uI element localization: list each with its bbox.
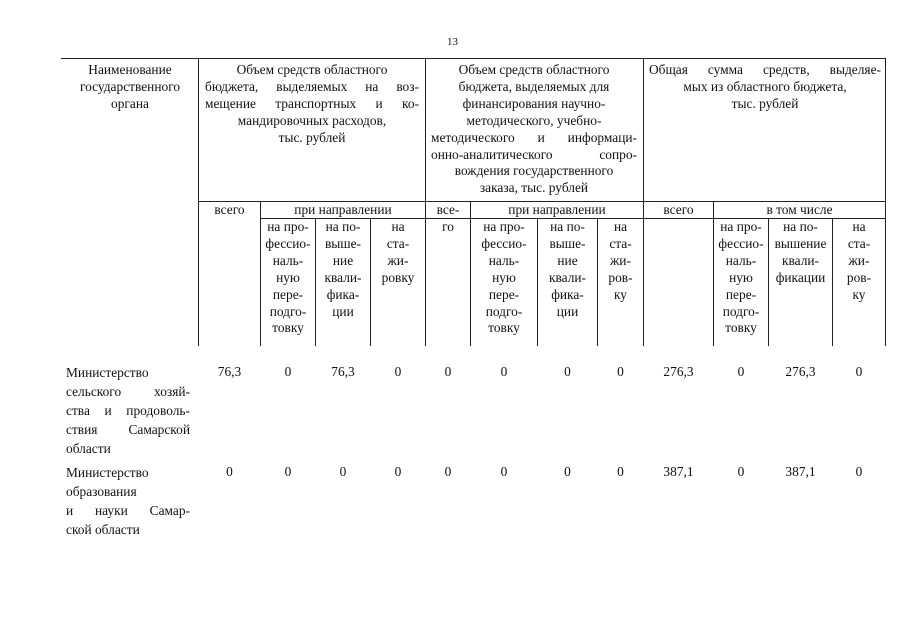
- header-group-travel: Объем средств областного бюджета, выделяемых на воз- мещение транспортных и ко- мандировочных расходов, тыс. рублей: [205, 62, 419, 145]
- row-2-org-name: Министерство образования и науки Самар- ской области: [66, 465, 190, 537]
- cell: 0: [500, 364, 508, 379]
- header-internship-g2: на ста- жи- ров- ку: [608, 219, 633, 302]
- header-total-g2: все- го: [436, 202, 460, 234]
- cell: 0: [444, 364, 452, 379]
- cell: 276,3: [785, 364, 816, 379]
- cell: 0: [284, 364, 292, 379]
- cell: 0: [737, 364, 745, 379]
- header-qualification-g3: на по- вышение квали- фикации: [774, 219, 827, 285]
- cell: 0: [737, 464, 745, 479]
- col-line: [885, 58, 886, 346]
- header-retraining-g2: на про- фессио- наль- ную пере- подго- товку: [481, 219, 527, 336]
- header-total-g1: всего: [214, 202, 245, 217]
- cell: 0: [855, 364, 863, 379]
- header-retraining-g1: на про- фессио- наль- ную пере- подго- товку: [265, 219, 311, 336]
- cell: 0: [500, 464, 508, 479]
- table-top-border: [61, 58, 886, 59]
- page-number: 13: [447, 36, 458, 48]
- header-by-direction-g2: при направлении: [508, 202, 606, 217]
- header-total-g3: всего: [663, 202, 694, 217]
- cell: 0: [339, 464, 347, 479]
- header-qualification-g1: на по- выше- ние квали- фика- ции: [324, 219, 362, 319]
- cell: 76,3: [217, 364, 242, 379]
- header-org-name: Наименование государственного органа: [79, 62, 181, 111]
- cell: 76,3: [331, 364, 355, 379]
- cell: 387,1: [663, 464, 694, 479]
- header-qualification-g2: на по- выше- ние квали- фика- ции: [548, 219, 587, 319]
- cell: 0: [564, 364, 571, 379]
- cell: 276,3: [663, 364, 694, 379]
- header-internship-g1: на ста- жи- ровку: [381, 219, 415, 285]
- header-group-methodical: Объем средств областного бюджета, выделяемых для финансирования научно- методического, учебно- методического и информаци- онно-аналитического сопро- вождения государственного заказа, тыс. рублей: [431, 62, 637, 196]
- header-internship-g3: на ста- жи- ров- ку: [846, 219, 872, 302]
- header-retraining-g3: на про- фессио- наль- ную пере- подго- товку: [718, 219, 764, 336]
- cell: 0: [617, 464, 624, 479]
- row-1-org-name: Министерство сельского хозяй- ства и продоволь- ствия Самарской области: [66, 365, 190, 456]
- cell: 0: [564, 464, 571, 479]
- header-including-g3: в том числе: [766, 202, 833, 217]
- cell: 0: [444, 464, 452, 479]
- cell: 0: [855, 464, 863, 479]
- cell: 0: [284, 464, 292, 479]
- cell: 0: [226, 464, 233, 479]
- cell: 0: [394, 464, 402, 479]
- cell: 0: [617, 364, 624, 379]
- cell: 0: [394, 364, 402, 379]
- cell: 387,1: [785, 464, 816, 479]
- header-group-total: Общая сумма средств, выделяе- мых из областного бюджета, тыс. рублей: [649, 62, 881, 111]
- header-by-direction-g1: при направлении: [294, 202, 392, 217]
